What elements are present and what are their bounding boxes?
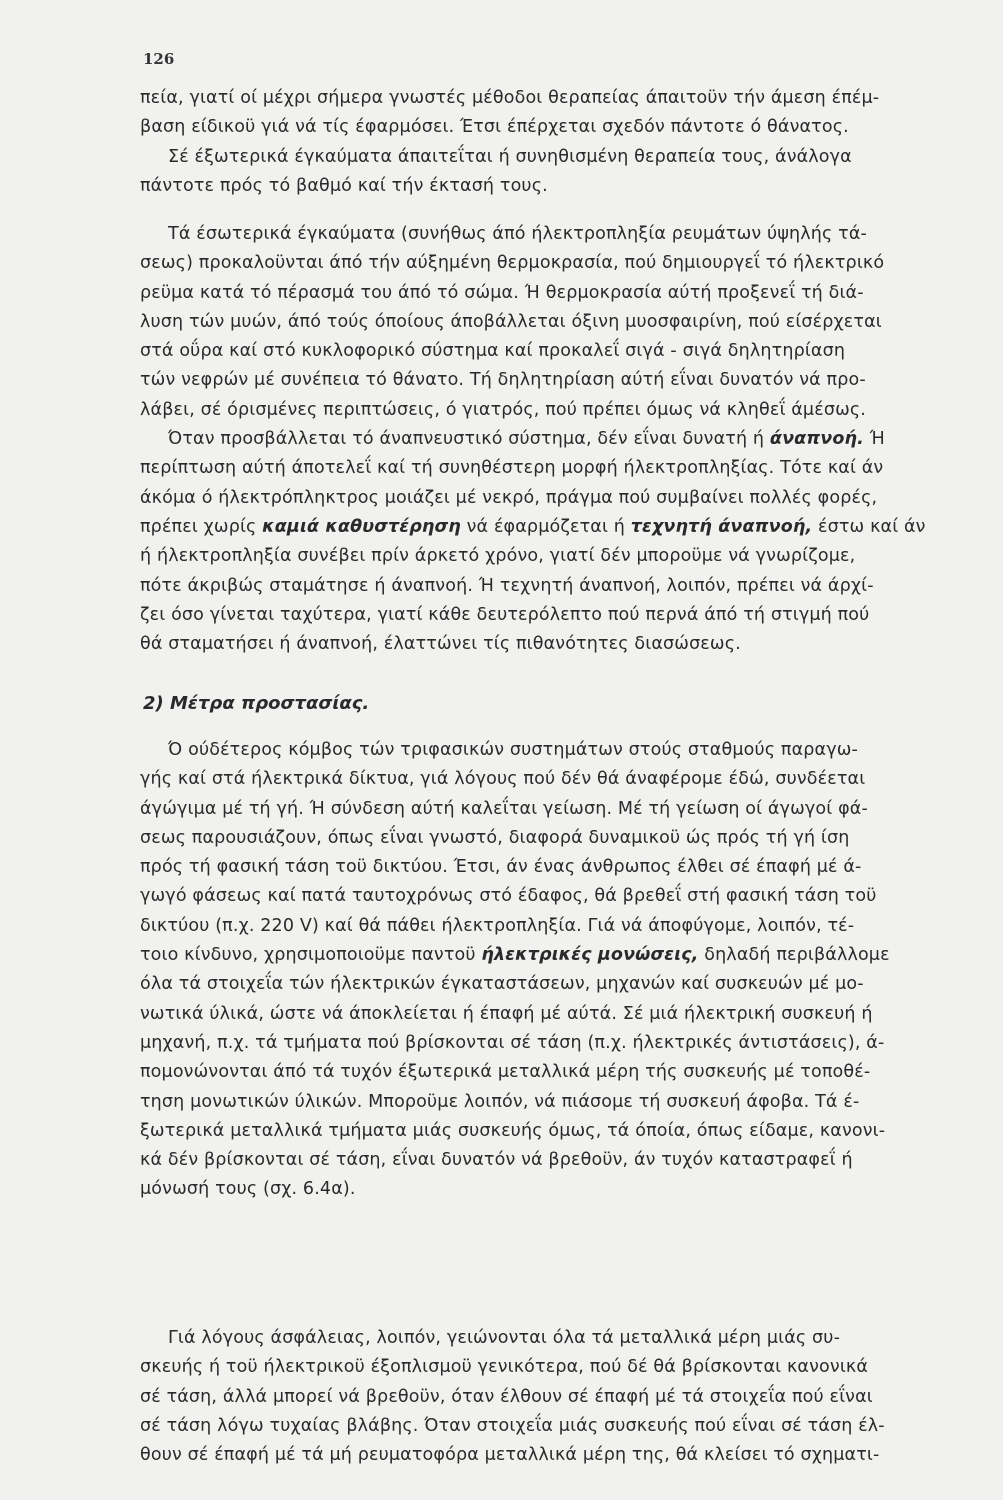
text-line: Γιά λόγους άσφάλειας, λοιπόν, γειώνονται όλα τά μεταλλικά μέρη μιάς συ- bbox=[168, 1328, 841, 1348]
text-line: Σέ έξωτερικά έγκαύματα άπαιτεΐται ή συνηθισμένη θεραπεία τους, άνάλογα bbox=[168, 146, 852, 167]
paragraph-3 bbox=[140, 736, 962, 1205]
text-line: πρός τή φασική τάση τοϋ δικτύου. Έτσι, άν ένας άνθρωπος έλθει σέ έπαφή μέ ά- bbox=[140, 857, 862, 878]
text-run: τοιο κίνδυνο, χρησιμοποιοϋμε παντοϋ bbox=[140, 945, 482, 966]
section-heading: 2) Μέτρα προστασίας. bbox=[143, 693, 370, 714]
text-line: γωγό φάσεως καί πατά ταυτοχρόνως στό έδαφος, θά βρεθεΐ στή φασική τάση τοϋ bbox=[140, 886, 877, 907]
text-line: ξωτερικά μεταλλικά τμήματα μιάς συσκευής όμως, τά όποία, όπως είδαμε, κανονι- bbox=[140, 1120, 886, 1141]
text-line: σκευής ή τοϋ ήλεκτρικοϋ έξοπλισμοϋ γενικότερα, πού δέ θά βρίσκονται κανονικά bbox=[140, 1357, 869, 1378]
text-line: λάβει, σέ όρισμένες περιπτώσεις, ό γιατρός, πού πρέπει όμως νά κληθεΐ άμέσως. bbox=[140, 399, 867, 420]
text-run: πρέπει χωρίς bbox=[140, 516, 263, 537]
text-line: Ό ούδέτερος κόμβος τών τριφασικών συστημάτων στούς σταθμούς παραγω- bbox=[168, 740, 858, 760]
text-line bbox=[140, 513, 962, 542]
text-line: άκόμα ό ήλεκτρόπληκτρος μοιάζει μέ νεκρό, πράγμα πού συμβαίνει πολλές φορές, bbox=[140, 487, 878, 508]
text-line: περίπτωση αύτή άποτελεΐ καί τή συνηθέστερη μορφή ήλεκτροπληξίας. Τότε καί άν bbox=[140, 458, 884, 479]
text-run: νά έφαρμόζεται ή bbox=[460, 516, 631, 537]
text-line: ρεϋμα κατά τό πέρασμά του άπό τό σώμα. Ή θερμοκρασία αύτή προξενεΐ τή διά- bbox=[140, 282, 864, 303]
text-line: τών νεφρών μέ συνέπεια τό θάνατο. Τή δηλητηρίαση αύτή εΐναι δυνατόν νά προ- bbox=[140, 370, 866, 391]
text-line: θά σταματήσει ή άναπνοή, έλαττώνει τίς πιθανότητες διασώσεως. bbox=[140, 634, 741, 655]
paragraph-1 bbox=[140, 84, 962, 201]
text-run: Όταν προσβάλλεται τό άναπνευστικό σύστημα, δέν εΐναι δυνατή ή bbox=[168, 429, 770, 450]
text-line: θουν σέ έπαφή μέ τά μή ρευματοφόρα μεταλλικά μέρη της, θά κλείσει τό σχηματι- bbox=[140, 1445, 880, 1466]
paragraph-4 bbox=[140, 1324, 962, 1470]
text-run: Ή bbox=[863, 429, 886, 450]
text-line: άγώγιμα μέ τή γή. Ή σύνδεση αύτή καλεΐται γείωση. Μέ τή γείωση οί άγωγοί φά- bbox=[140, 798, 868, 819]
text-line: μόνωσή τους (σχ. 6.4α). bbox=[140, 1179, 356, 1200]
emphasis-artificial-respiration: τεχνητή άναπνοή, bbox=[630, 516, 813, 537]
text-line bbox=[140, 941, 962, 970]
emphasis-electrical-insulation: ήλεκτρικές μονώσεις, bbox=[481, 945, 699, 966]
emphasis-anapnoi: άναπνοή. bbox=[769, 429, 864, 450]
text-line: πότε άκριβώς σταμάτησε ή άναπνοή. Ή τεχνητή άναπνοή, λοιπόν, πρέπει νά άρχί- bbox=[140, 575, 874, 596]
text-line: δικτύου (π.χ. 220 V) καί θά πάθει ήλεκτροπληξία. Γιά νά άποφύγομε, λοιπόν, τέ- bbox=[140, 915, 855, 936]
text-line: κά δέν βρίσκονται σέ τάση, εΐναι δυνατόν νά βρεθοϋν, άν τυχόν καταστραφεΐ ή bbox=[140, 1150, 853, 1171]
text-line: βαση είδικοϋ γιά νά τίς έφαρμόσει. Έτσι έπέρχεται σχεδόν πάντοτε ό θάνατος. bbox=[140, 117, 849, 138]
text-line: λυση τών μυών, άπό τούς όποίους άποβάλλεται όξινη μυοσφαιρίνη, πού είσέρχεται bbox=[140, 311, 882, 332]
text-line: τηση μονωτικών ύλικών. Μποροϋμε λοιπόν, νά πιάσομε τή συσκευή άφοβα. Τά έ- bbox=[140, 1091, 860, 1112]
text-line: στά οΰρα καί στό κυκλοφορικό σύστημα καί προκαλεΐ σιγά - σιγά δηλητηρίαση bbox=[140, 341, 846, 362]
page-number: 126 bbox=[143, 50, 175, 68]
text-run: δηλαδή περιβάλλομε bbox=[698, 945, 890, 966]
text-line: γής καί στά ήλεκτρικά δίκτυα, γιά λόγους πού δέν θά άναφέρομε έδώ, συνδέεται bbox=[140, 769, 866, 790]
text-line: όλα τά στοιχεΐα τών ήλεκτρικών έγκαταστάσεων, μηχανών καί συσκευών μέ μο- bbox=[140, 974, 864, 995]
text-line: νωτικά ύλικά, ώστε νά άποκλείεται ή έπαφή μέ αύτά. Σέ μιά ήλεκτρική συσκευή ή bbox=[140, 1003, 873, 1024]
text-line bbox=[140, 425, 962, 454]
text-line: πάντοτε πρός τό βαθμό καί τήν έκτασή τους. bbox=[140, 175, 548, 196]
text-line: πεία, γιατί οί μέχρι σήμερα γνωστές μέθοδοι θεραπείας άπαιτοϋν τήν άμεση έπέμ- bbox=[140, 88, 880, 108]
paragraph-2 bbox=[140, 220, 962, 659]
emphasis-no-delay: καμιά καθυστέρηση bbox=[262, 516, 461, 537]
text-line: σεως) προκαλοϋνται άπό τήν αύξημένη θερμοκρασία, πού δημιουργεΐ τό ήλεκτρικό bbox=[140, 253, 885, 274]
text-line: πομονώνονται άπό τά τυχόν έξωτερικά μεταλλικά μέρη τής συσκευής μέ τοποθέ- bbox=[140, 1062, 871, 1083]
text-line: σέ τάση, άλλά μπορεί νά βρεθοϋν, όταν έλθουν σέ έπαφή μέ τά στοιχεΐα πού εΐναι bbox=[140, 1386, 873, 1407]
text-line: ή ήλεκτροπληξία συνέβει πρίν άρκετό χρόνο, γιατί δέν μποροϋμε νά γνωρίζομε, bbox=[140, 546, 856, 567]
text-run: έστω καί άν bbox=[812, 516, 926, 537]
text-line: σεως παρουσιάζουν, όπως εΐναι γνωστό, διαφορά δυναμικοϋ ώς πρός τή γή ίση bbox=[140, 827, 850, 848]
text-line: μηχανή, π.χ. τά τμήματα πού βρίσκονται σέ τάση (π.χ. ήλεκτρικές άντιστάσεις), ά- bbox=[140, 1032, 885, 1053]
text-line: σέ τάση λόγω τυχαίας βλάβης. Όταν στοιχεΐα μιάς συσκευής πού εΐναι σέ τάση έλ- bbox=[140, 1415, 885, 1436]
text-line: Τά έσωτερικά έγκαύματα (συνήθως άπό ήλεκτροπληξία ρευμάτων ύψηλής τά- bbox=[168, 224, 867, 244]
text-line: ζει όσο γίνεται ταχύτερα, γιατί κάθε δευτερόλεπτο πού περνά άπό τή στιγμή πού bbox=[140, 604, 870, 625]
